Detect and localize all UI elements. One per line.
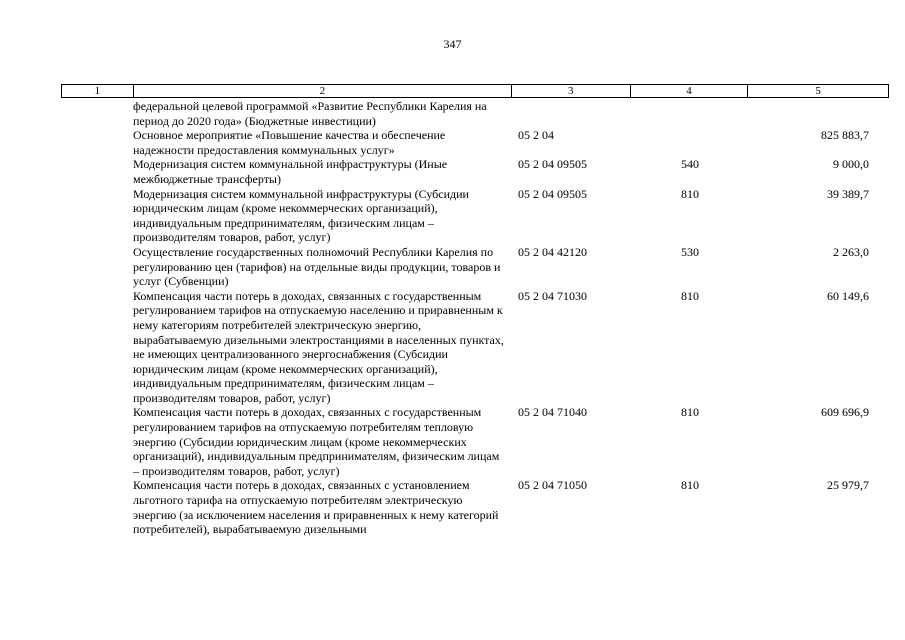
table-row [61,128,889,157]
table-header-row [61,84,889,98]
row-amount: 609 696,9 [821,405,869,420]
row-name: Модернизация систем коммунальной инфраструктуры (Субсидии юридическим лицам (кроме некоммерческих организаций), индивидуальным предпринимателям, физическим лицам – производителям товаров, работ, услуг) [133,186,469,245]
table-body [61,99,889,537]
row-code: 05 2 04 71030 [518,288,587,303]
row-name: Компенсация части потерь в доходах, связанных с государственным регулированием тарифов на отпускаемую населению и приравненным к нему категориям потребителей электрическую энергию, вырабатываемую дизельными электростанциями в населенных пунктах, не имеющих централизованного энергоснабжения (Субсидии юридическим лицам (кроме некоммерческих организаций), индивидуальным предпринимателям, физическим лицам – производителям товаров, работ, услуг) [133,288,504,405]
table-row [61,157,889,186]
row-amount: 825 883,7 [821,128,869,143]
row-type: 530 [681,244,699,259]
row-type [631,99,749,128]
table-row [61,245,889,289]
column-header-5: 5 [747,85,888,97]
row-code: 05 2 04 [518,128,554,143]
column-header-3: 3 [511,85,630,97]
row-name: Компенсация части потерь в доходах, связанных с государственным регулированием тарифов на отпускаемую потребителям тепловую энергию (Субсидии юридическим лицам (кроме некоммерческих организаций), индивидуальным предпринимателям, физическим лицам – производителям товаров, работ, услуг) [133,405,500,478]
row-type: 810 [681,186,699,201]
row-amount [749,99,869,128]
table-row [61,187,889,245]
row-type: 810 [681,288,699,303]
row-code [513,99,631,128]
row-code: 05 2 04 09505 [518,157,587,172]
row-code: 05 2 04 42120 [518,244,587,259]
table-row [61,289,889,406]
row-name: Основное мероприятие «Повышение качества и обеспечение надежности предоставления коммунальных услуг» [133,128,446,157]
row-name: Модернизация систем коммунальной инфраструктуры (Иные межбюджетные трансферты) [133,157,448,186]
row-name: Осуществление государственных полномочий Республики Карелия по регулированию цен (тарифов) на отдельные виды продукции, товаров и услуг (Субвенции) [133,244,501,289]
row-type [631,128,749,157]
row-amount: 9 000,0 [833,157,869,172]
column-header-4: 4 [630,85,748,97]
page-number: 347 [443,37,462,51]
row-type: 810 [681,478,699,493]
row-type: 540 [681,157,699,172]
table-row [61,99,889,128]
row-code: 05 2 04 71050 [518,478,587,493]
row-amount: 2 263,0 [833,244,869,259]
row-amount: 39 389,7 [827,186,869,201]
row-name: Компенсация части потерь в доходах, связанных с установлением льготного тарифа на отпускаемую потребителям электрическую энергию (за исключением населения и приравненных к нему категорий потребителей), вырабатываемую дизельными [133,478,499,537]
column-header-2: 2 [133,85,511,97]
table-row [61,478,889,536]
column-header-1: 1 [94,85,101,97]
row-type: 810 [681,405,699,420]
budget-table [61,84,889,537]
row-amount: 25 979,7 [827,478,869,493]
row-name: федеральной целевой программой «Развитие Республики Карелия на период до 2020 года» (Бюджетные инвестиции) [133,99,487,128]
row-code: 05 2 04 09505 [518,186,587,201]
row-amount: 60 149,6 [827,288,869,303]
row-code: 05 2 04 71040 [518,405,587,420]
table-row [61,405,889,478]
